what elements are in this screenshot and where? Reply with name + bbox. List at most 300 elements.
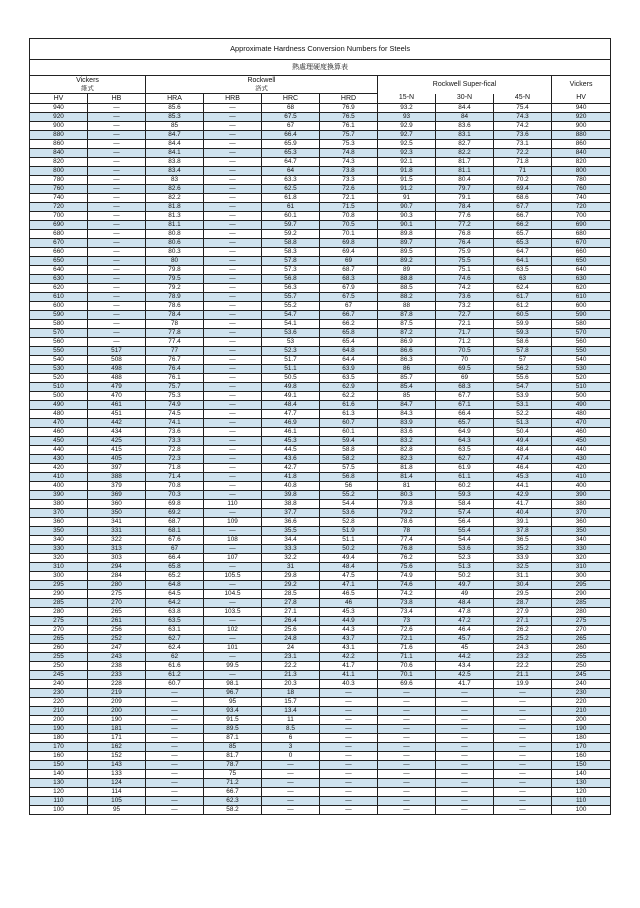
table-cell: —	[204, 509, 262, 518]
table-cell: 570	[30, 329, 88, 338]
table-cell: 63.9	[320, 365, 378, 374]
table-cell: —	[320, 761, 378, 770]
table-cell: 69.2	[146, 509, 204, 518]
table-row	[30, 275, 611, 284]
table-cell: 72.8	[146, 446, 204, 455]
table-row	[30, 734, 611, 743]
table-cell: 500	[30, 392, 88, 401]
table-cell: 91.5	[378, 176, 436, 185]
table-row	[30, 608, 611, 617]
table-cell: 49.1	[262, 392, 320, 401]
table-cell: 46.4	[436, 626, 494, 635]
table-cell: 140	[552, 770, 611, 779]
table-row	[30, 455, 611, 464]
table-cell: —	[204, 176, 262, 185]
table-cell: 53.6	[436, 545, 494, 554]
table-cell: —	[146, 725, 204, 734]
table-cell: 101	[204, 644, 262, 653]
table-cell: 160	[552, 752, 611, 761]
table-cell: —	[146, 707, 204, 716]
table-cell: 460	[552, 428, 611, 437]
table-cell: 240	[30, 680, 88, 689]
table-cell: —	[378, 788, 436, 797]
table-cell: 57	[494, 356, 552, 365]
table-cell: 35.2	[494, 545, 552, 554]
table-cell: 295	[552, 581, 611, 590]
table-cell: —	[494, 770, 552, 779]
table-cell: —	[146, 806, 204, 815]
table-cell: 103.5	[204, 608, 262, 617]
table-cell: 65.3	[494, 239, 552, 248]
table-cell: 92.7	[378, 131, 436, 140]
table-cell: 322	[88, 536, 146, 545]
table-cell: 57.4	[436, 509, 494, 518]
table-cell: 47.4	[494, 455, 552, 464]
table-row	[30, 662, 611, 671]
table-cell: 245	[30, 671, 88, 680]
table-cell: 84.7	[146, 131, 204, 140]
table-cell: 700	[552, 212, 611, 221]
table-cell: 109	[204, 518, 262, 527]
table-cell: 60.7	[320, 419, 378, 428]
table-cell: 67	[262, 122, 320, 131]
table-cell: 55.6	[494, 374, 552, 383]
table-cell: 285	[552, 599, 611, 608]
table-cell: 67.5	[262, 113, 320, 122]
table-cell: 170	[552, 743, 611, 752]
table-cell: 80.3	[378, 491, 436, 500]
table-cell: 78.7	[204, 761, 262, 770]
table-cell: —	[204, 617, 262, 626]
table-cell: 46.4	[494, 464, 552, 473]
table-cell: —	[204, 401, 262, 410]
table-cell: —	[320, 698, 378, 707]
table-cell: 0	[262, 752, 320, 761]
column-header: 30-N	[436, 94, 494, 104]
table-row	[30, 113, 611, 122]
table-cell: 442	[88, 419, 146, 428]
table-cell: 200	[88, 707, 146, 716]
table-cell: 228	[88, 680, 146, 689]
table-cell: 44.9	[320, 617, 378, 626]
table-cell: 92.9	[378, 122, 436, 131]
table-cell: —	[494, 761, 552, 770]
table-cell: 72.6	[378, 626, 436, 635]
table-cell: 45.3	[262, 437, 320, 446]
table-row	[30, 239, 611, 248]
table-cell: 451	[88, 410, 146, 419]
table-cell: 247	[88, 644, 146, 653]
table-cell: 800	[552, 167, 611, 176]
table-cell: 67.1	[436, 401, 494, 410]
table-cell: 27.9	[494, 608, 552, 617]
table-cell: 530	[30, 365, 88, 374]
table-cell: 210	[30, 707, 88, 716]
table-cell: —	[204, 185, 262, 194]
table-cell: 680	[552, 230, 611, 239]
table-cell: —	[204, 419, 262, 428]
table-cell: 59.3	[436, 491, 494, 500]
table-cell: —	[88, 122, 146, 131]
table-cell: 340	[30, 536, 88, 545]
table-cell: 82.6	[146, 185, 204, 194]
table-cell: 390	[552, 491, 611, 500]
table-cell: 72.3	[146, 455, 204, 464]
table-cell: 300	[552, 572, 611, 581]
table-cell: 245	[552, 671, 611, 680]
table-cell: 63.5	[146, 617, 204, 626]
table-cell: 70.5	[436, 347, 494, 356]
table-cell: 47.7	[262, 410, 320, 419]
table-cell: 171	[88, 734, 146, 743]
table-cell: 54.7	[262, 311, 320, 320]
table-cell: 73.2	[436, 302, 494, 311]
table-cell: —	[378, 770, 436, 779]
table-cell: —	[436, 698, 494, 707]
table-cell: 73.4	[378, 608, 436, 617]
table-cell: —	[204, 104, 262, 113]
table-cell: 920	[30, 113, 88, 122]
table-cell: 700	[30, 212, 88, 221]
table-cell: 600	[552, 302, 611, 311]
table-cell: 71.6	[378, 644, 436, 653]
table-cell: 63.5	[320, 374, 378, 383]
table-cell: —	[204, 293, 262, 302]
table-cell: 8.5	[262, 725, 320, 734]
table-cell: 71.8	[494, 158, 552, 167]
table-cell: 54.4	[436, 536, 494, 545]
table-cell: 81.3	[146, 212, 204, 221]
table-row	[30, 212, 611, 221]
table-cell: —	[204, 356, 262, 365]
table-cell: 190	[88, 716, 146, 725]
table-cell: 81.7	[436, 158, 494, 167]
table-cell: 520	[30, 374, 88, 383]
table-cell: 49.8	[262, 383, 320, 392]
table-cell: 63.5	[436, 446, 494, 455]
table-cell: 73.6	[146, 428, 204, 437]
table-cell: 62.7	[146, 635, 204, 644]
table-cell: 76.1	[320, 122, 378, 131]
table-cell: 313	[88, 545, 146, 554]
table-cell: 84.4	[146, 140, 204, 149]
table-cell: 41.1	[320, 671, 378, 680]
column-header: HRB	[204, 94, 262, 104]
table-cell: 110	[30, 797, 88, 806]
table-cell: 93.2	[378, 104, 436, 113]
table-row	[30, 653, 611, 662]
table-cell: 920	[552, 113, 611, 122]
table-cell: 89.8	[378, 230, 436, 239]
table-cell: —	[320, 770, 378, 779]
table-cell: 49.4	[494, 437, 552, 446]
table-cell: 79.7	[436, 185, 494, 194]
table-cell: 68.7	[320, 266, 378, 275]
table-cell: 61.7	[494, 293, 552, 302]
table-cell: 59.9	[494, 320, 552, 329]
table-cell: 64.5	[146, 590, 204, 599]
table-cell: 243	[88, 653, 146, 662]
table-cell: —	[378, 761, 436, 770]
table-cell: 63.1	[146, 626, 204, 635]
table-cell: 71.8	[146, 464, 204, 473]
table-cell: 105	[88, 797, 146, 806]
table-cell: 340	[552, 536, 611, 545]
table-cell: 425	[88, 437, 146, 446]
table-cell: 290	[552, 590, 611, 599]
table-cell: 294	[88, 563, 146, 572]
table-cell: —	[204, 428, 262, 437]
table-cell: 350	[88, 509, 146, 518]
table-cell: —	[378, 698, 436, 707]
table-cell: 780	[30, 176, 88, 185]
table-cell: 540	[552, 356, 611, 365]
table-cell: 87.2	[378, 329, 436, 338]
table-cell: 108	[204, 536, 262, 545]
table-cell: 660	[30, 248, 88, 257]
table-cell: —	[204, 383, 262, 392]
table-row	[30, 680, 611, 689]
table-cell: —	[204, 671, 262, 680]
table-cell: 570	[552, 329, 611, 338]
table-cell: 93.4	[204, 707, 262, 716]
table-cell: —	[204, 392, 262, 401]
table-cell: 11	[262, 716, 320, 725]
table-cell: 31.1	[494, 572, 552, 581]
table-cell: 580	[552, 320, 611, 329]
table-row	[30, 311, 611, 320]
table-cell: 89.2	[378, 257, 436, 266]
table-row	[30, 347, 611, 356]
table-cell: 72.1	[378, 635, 436, 644]
table-cell: 470	[30, 419, 88, 428]
table-cell: —	[88, 284, 146, 293]
table-cell: 86.6	[378, 347, 436, 356]
table-cell: —	[494, 707, 552, 716]
table-row	[30, 797, 611, 806]
table-cell: 71.7	[436, 329, 494, 338]
table-cell: 233	[88, 671, 146, 680]
table-cell: 69.4	[320, 248, 378, 257]
table-cell: —	[88, 194, 146, 203]
table-cell: 88.2	[378, 293, 436, 302]
table-cell: 66.4	[146, 554, 204, 563]
table-cell: 54.1	[262, 320, 320, 329]
table-cell: 67	[320, 302, 378, 311]
table-cell: 400	[552, 482, 611, 491]
table-cell: 73.1	[494, 140, 552, 149]
table-cell: 22.2	[494, 662, 552, 671]
table-cell: 58.8	[262, 239, 320, 248]
table-cell: —	[204, 221, 262, 230]
table-cell: —	[88, 239, 146, 248]
table-cell: 181	[88, 725, 146, 734]
table-cell: 200	[30, 716, 88, 725]
table-cell: 89.5	[378, 248, 436, 257]
table-cell: —	[204, 140, 262, 149]
table-cell: —	[88, 131, 146, 140]
table-cell: —	[204, 131, 262, 140]
table-cell: 74.2	[378, 590, 436, 599]
table-cell: —	[494, 689, 552, 698]
table-cell: 460	[30, 428, 88, 437]
table-cell: 780	[552, 176, 611, 185]
table-cell: 265	[88, 608, 146, 617]
table-cell: 70.1	[320, 230, 378, 239]
table-cell: 64	[262, 167, 320, 176]
table-cell: 720	[552, 203, 611, 212]
table-cell: 63.3	[262, 176, 320, 185]
table-cell: 44.1	[494, 482, 552, 491]
table-row	[30, 122, 611, 131]
table-cell: 67.6	[146, 536, 204, 545]
table-cell: 46.9	[262, 419, 320, 428]
table-cell: 64.8	[146, 581, 204, 590]
group-rockwell-subtitle: 洛式	[146, 85, 378, 94]
table-cell: 74.2	[494, 122, 552, 131]
table-cell: —	[320, 788, 378, 797]
table-cell: 45.3	[320, 608, 378, 617]
table-cell: 230	[552, 689, 611, 698]
table-cell: 150	[552, 761, 611, 770]
table-cell: —	[146, 698, 204, 707]
table-cell: 480	[552, 410, 611, 419]
table-cell: —	[436, 788, 494, 797]
table-row	[30, 203, 611, 212]
table-cell: 75.3	[146, 392, 204, 401]
table-cell: 51.1	[320, 536, 378, 545]
table-cell: 55.2	[320, 491, 378, 500]
table-cell: 76.7	[146, 356, 204, 365]
table-cell: 219	[88, 689, 146, 698]
table-cell: 82.7	[436, 140, 494, 149]
table-cell: 508	[88, 356, 146, 365]
table-cell: 450	[552, 437, 611, 446]
table-cell: —	[88, 275, 146, 284]
table-cell: 860	[552, 140, 611, 149]
table-cell: —	[436, 734, 494, 743]
table-cell: 530	[552, 365, 611, 374]
table-cell: 370	[30, 509, 88, 518]
table-cell: 280	[88, 581, 146, 590]
table-cell: 72.2	[494, 149, 552, 158]
table-cell: 84.1	[146, 149, 204, 158]
table-cell: —	[204, 338, 262, 347]
table-cell: 110	[552, 797, 611, 806]
table-cell: —	[204, 581, 262, 590]
table-cell: 285	[30, 599, 88, 608]
table-cell: 75.4	[494, 104, 552, 113]
table-cell: 34.4	[262, 536, 320, 545]
table-cell: 64.7	[262, 158, 320, 167]
table-cell: —	[436, 806, 494, 815]
table-cell: 160	[30, 752, 88, 761]
table-cell: 170	[30, 743, 88, 752]
table-cell: 39.8	[262, 491, 320, 500]
table-cell: 81.1	[146, 221, 204, 230]
table-cell: 18	[262, 689, 320, 698]
table-cell: 74.1	[146, 419, 204, 428]
table-cell: 52.3	[436, 554, 494, 563]
table-cell: 84.4	[436, 104, 494, 113]
table-cell: 83.4	[146, 167, 204, 176]
table-cell: 67.7	[494, 203, 552, 212]
group-rockwell-superficial: Rockwell Super-fical	[378, 76, 552, 94]
table-cell: 82.3	[378, 455, 436, 464]
table-cell: 32.2	[262, 554, 320, 563]
table-cell: —	[320, 689, 378, 698]
table-cell: 900	[30, 122, 88, 131]
table-cell: —	[204, 203, 262, 212]
table-cell: 238	[88, 662, 146, 671]
table-cell: 360	[552, 518, 611, 527]
table-cell: 83.1	[436, 131, 494, 140]
table-cell: —	[204, 230, 262, 239]
table-cell: 105.5	[204, 572, 262, 581]
table-cell: 73.6	[436, 293, 494, 302]
table-cell: 69.8	[320, 239, 378, 248]
table-cell: 48.4	[262, 401, 320, 410]
table-cell: 610	[552, 293, 611, 302]
table-cell: 461	[88, 401, 146, 410]
table-cell: 27.8	[262, 599, 320, 608]
table-cell: —	[204, 563, 262, 572]
table-cell: 369	[88, 491, 146, 500]
table-row	[30, 284, 611, 293]
table-cell: 95	[204, 698, 262, 707]
table-cell: 650	[30, 257, 88, 266]
table-cell: —	[494, 725, 552, 734]
table-cell: 76.9	[320, 104, 378, 113]
table-cell: 73.8	[378, 599, 436, 608]
table-cell: 85.7	[378, 374, 436, 383]
table-row	[30, 428, 611, 437]
table-cell: 64.3	[436, 437, 494, 446]
group-vickers-subtitle: 維式	[30, 85, 146, 94]
table-cell: —	[378, 743, 436, 752]
table-cell: 51.1	[262, 365, 320, 374]
table-body	[30, 104, 611, 815]
table-cell: —	[204, 248, 262, 257]
table-cell: 42.7	[262, 464, 320, 473]
table-cell: 43.6	[262, 455, 320, 464]
table-cell: —	[320, 734, 378, 743]
table-cell: 800	[30, 167, 88, 176]
table-row	[30, 338, 611, 347]
table-cell: 92.1	[378, 158, 436, 167]
table-cell: —	[204, 545, 262, 554]
table-cell: 36.6	[262, 518, 320, 527]
group-rockwell: Rockwell	[146, 76, 378, 86]
table-cell: 40.8	[262, 482, 320, 491]
table-cell: 250	[30, 662, 88, 671]
table-cell: 56.3	[262, 284, 320, 293]
table-cell: 70.2	[494, 176, 552, 185]
table-cell: 59.4	[320, 437, 378, 446]
table-cell: —	[204, 257, 262, 266]
table-row	[30, 536, 611, 545]
table-cell: 440	[30, 446, 88, 455]
table-cell: 80.6	[146, 239, 204, 248]
table-cell: 59.7	[262, 221, 320, 230]
table-cell: —	[262, 770, 320, 779]
table-cell: 27.1	[262, 608, 320, 617]
table-cell: 290	[30, 590, 88, 599]
table-cell: —	[88, 158, 146, 167]
table-cell: 41.8	[262, 473, 320, 482]
table-cell: 590	[552, 311, 611, 320]
table-row	[30, 617, 611, 626]
